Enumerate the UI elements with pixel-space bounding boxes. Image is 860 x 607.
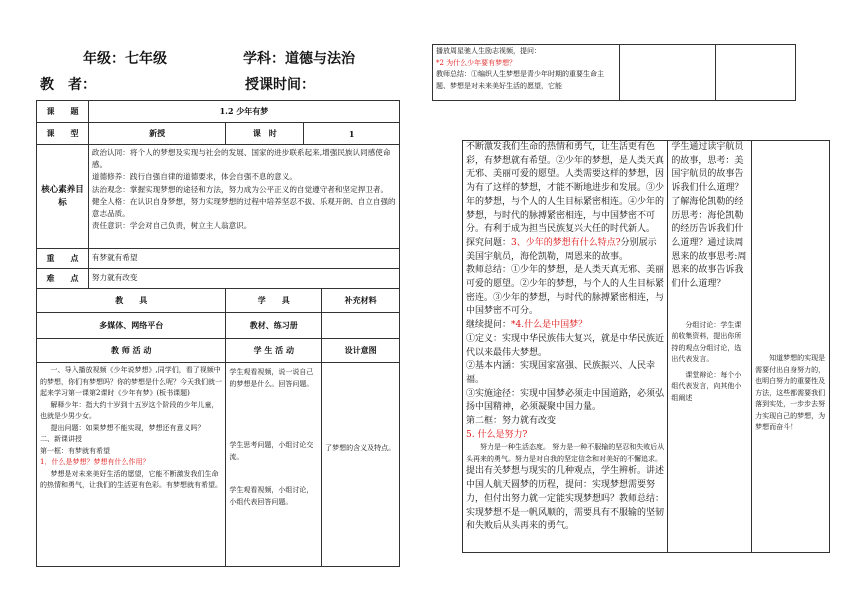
dream-definition: 梦想是对未来美好生活的愿望，它能不断激发我们生命的热情和勇气，让我们的生活更有色彩。有梦想就有希望。 [40,469,222,489]
student-activity-3: 学生观看视频，小组讨论，小组代表回答问题。 [229,486,314,506]
lesson-table [36,100,400,567]
continuation-table-top [432,44,796,101]
hours-value: 1 [304,123,400,145]
teacher-summary-start: 教师总结：①编织人生梦想是青少年时期的重要生命主题、梦想是对未来美好生活的愿望，它能 [436,70,604,90]
student-activity-label: 学 生 活 动 [226,339,322,363]
design-intent-cell [322,363,400,567]
tools-value: 多媒体、网络平台 [37,313,226,339]
key-value: 有梦就有希望 [88,249,399,269]
type-value: 新授 [88,123,226,145]
teacher-label: 教 者： [40,77,96,93]
core-goal-line: 责任意识：学会对自己负责，树立主人翁意识。 [91,221,252,231]
student-group-discussion: 分组讨论：学生课前收集资料，提出你所持的观点分组讨论，选出代表发言。 [671,320,742,364]
design-intent-label: 设计意图 [322,339,400,363]
student-tools-value: 教材、练习册 [226,313,322,339]
dream-significance: 不断激发我们生命的热情和勇气，让生活更有色彩，有梦想就有希望。②少年的梦想，是人类天真无邪、美丽可爱的愿望。人类需要这样的梦想，因为有了这样的梦想，才能不断地进步和发展。③少年的梦想，与个人的人生目标紧密相连。④少年的梦想，与时代的脉搏紧密相连，与中国梦密不可分。有利于成为担当民族复兴大任的时代新人。 [466,142,665,235]
explore-question [466,237,664,264]
teacher-activity-cell [37,363,226,567]
student-tools-label: 学 具 [226,289,322,313]
key-label: 重 点 [37,249,89,269]
core-goal-line: 政治认同：将个人的梦想及实现与社会的发展、国家的进步联系起来,增强民族认同感使命感。 [91,148,391,170]
teacher-intro: 一、导入播放视频《少年说梦想》,同学们，看了视频中的梦想，你们有梦想吗？你的梦想是什么呢？今天我们就一起来学习第一课第2课时《少年有梦》(板书课题) [40,366,222,397]
student-activity-cell [226,363,322,567]
teacher-activity-label: 教 师 活 动 [37,339,226,363]
section-frame-one: 第一框：有梦就有希望 [40,446,110,455]
tools-label: 教 具 [37,289,226,313]
teacher-summary-features: 教师总结：①少年的梦想，是人类天真无邪、美丽可爱的愿望。②少年的梦想，与个人的人生目标紧密连。③少年的梦想，与时代的脉搏紧密相连，与中国梦密不可分。 [466,265,665,317]
china-dream-content: ②基本内涵：实现国家富强、民族振兴、人民幸福。 [466,361,656,385]
explore-stories: 分别展示美国宇航员，海伦凯勒，周恩来的故事。 [466,237,657,262]
section-new-lesson: 二、新课讲授 [40,435,82,443]
core-goal-line: 道德修养：践行自强自律的道德要求，体会自强不息的意义。 [91,172,297,182]
student-activity-2: 学生思考问题，小组讨论交流。 [229,441,314,461]
continuation-cell [433,45,620,101]
class-time-label: 授课时间： [245,77,315,93]
difficulty-value: 努力就有改变 [88,269,399,289]
core-goal-line: 健全人格：在认识自身梦想，努力实现梦想的过程中培养坚忍不拔、乐观开朗、自立自强的意志品质。 [91,196,396,219]
teacher-explain: 解释少年：指大约十岁到十五岁这个阶段的少年儿童，也就是少男少女。 [40,400,219,420]
question-china-dream: *4.什么是中国梦？ [511,320,588,331]
hours-label: 课 时 [226,123,304,145]
topic-label: 课 题 [37,101,89,123]
question-dream-features: 3、少年的梦想有什么特点? [511,237,621,248]
core-goal-line: 法治观念：掌握实现梦想的途径和方法，努力成为公平正义的自觉遵守者和坚定捍卫者。 [91,184,389,194]
difficulty-label: 难 点 [37,269,89,289]
debate-and-summary: 提出有关梦想与现实的几种观点，学生辨析。讲述中国人航天圆梦的历程，提问：实现梦想需要努力，但付出努力就一定能实现梦想吗？教师总结：实现梦想不是一帆风顺的，需要具有不服输的坚韧和失败后从头再来的勇气。 [466,466,665,532]
design-intent-continued [752,141,830,553]
topic-value: 1.2 少年有梦 [88,101,399,123]
question-what-is-dream: 1．什么是梦想？梦想有什么作用？ [40,458,150,466]
student-activity-1: 学生观看视频，说一说自己的梦想是什么。回答问题。 [229,368,314,388]
explore-label: 探究问题： [466,237,512,248]
supplement-label: 补充材料 [322,289,400,313]
student-activity-continued [668,141,752,553]
type-label: 课 型 [37,123,89,145]
video-prompt: 播放周星驰人生励志视频，提问： [436,47,541,55]
core-goals [88,145,399,249]
core-label: 核心素养目标 [37,145,89,249]
effort-definition: 努力是一种生活态度。 努力是一种不服输的坚忍和失败后从头再来的勇气。努力是对自我的坚定信念和对美好的不懈追求。 [466,443,665,463]
continue-question [466,319,664,333]
question-what-is-effort: 5. 什么是努力? [466,429,528,440]
student-debate: 课堂辩论：每个小组代表发言，向其他小组阐述 [671,370,742,402]
china-dream-definition: ①定义：实现中华民族伟大复兴，就是中华民族近代以来最伟大梦想。 [466,333,665,358]
design-intent-2: 知道梦想的实现是需要付出自身努力的，也明白努力的重要性及方法，这些都需要我们落到实处，一步步去努力实现自己的梦想，为梦想而奋斗！ [755,354,826,431]
china-dream-path: ③实施途径：实现中国梦必须走中国道路，必须弘扬中国精神，必须凝聚中国力量。 [466,388,665,413]
question-why-dream: *2 为什么少年要有梦想？ [436,58,517,67]
design-intent-1: 了梦想的含义及特点。 [325,444,396,452]
subject-label: 学科：道德与法治 [243,51,355,67]
continuation-table-main [462,140,830,553]
grade-label: 年级：七年级 [83,51,167,67]
teacher-question: 提出问题：如果梦想不能实现，梦想还有意义吗？ [50,423,205,432]
student-story-reading: 学生通过读宇航员的故事，思考：美国宇航员的故事告诉我们什么道理？了解海伦凯勒的经历思考：海伦凯勒的经历告诉我们什么道理？通过读周恩来的故事思考:周恩来的故事告诉我们什么道理？ [671,142,747,290]
teacher-activity-continued [463,141,668,553]
section-frame-two: 第二框：努力就有改变 [466,416,557,427]
continue-label: 继续提问： [466,320,512,331]
